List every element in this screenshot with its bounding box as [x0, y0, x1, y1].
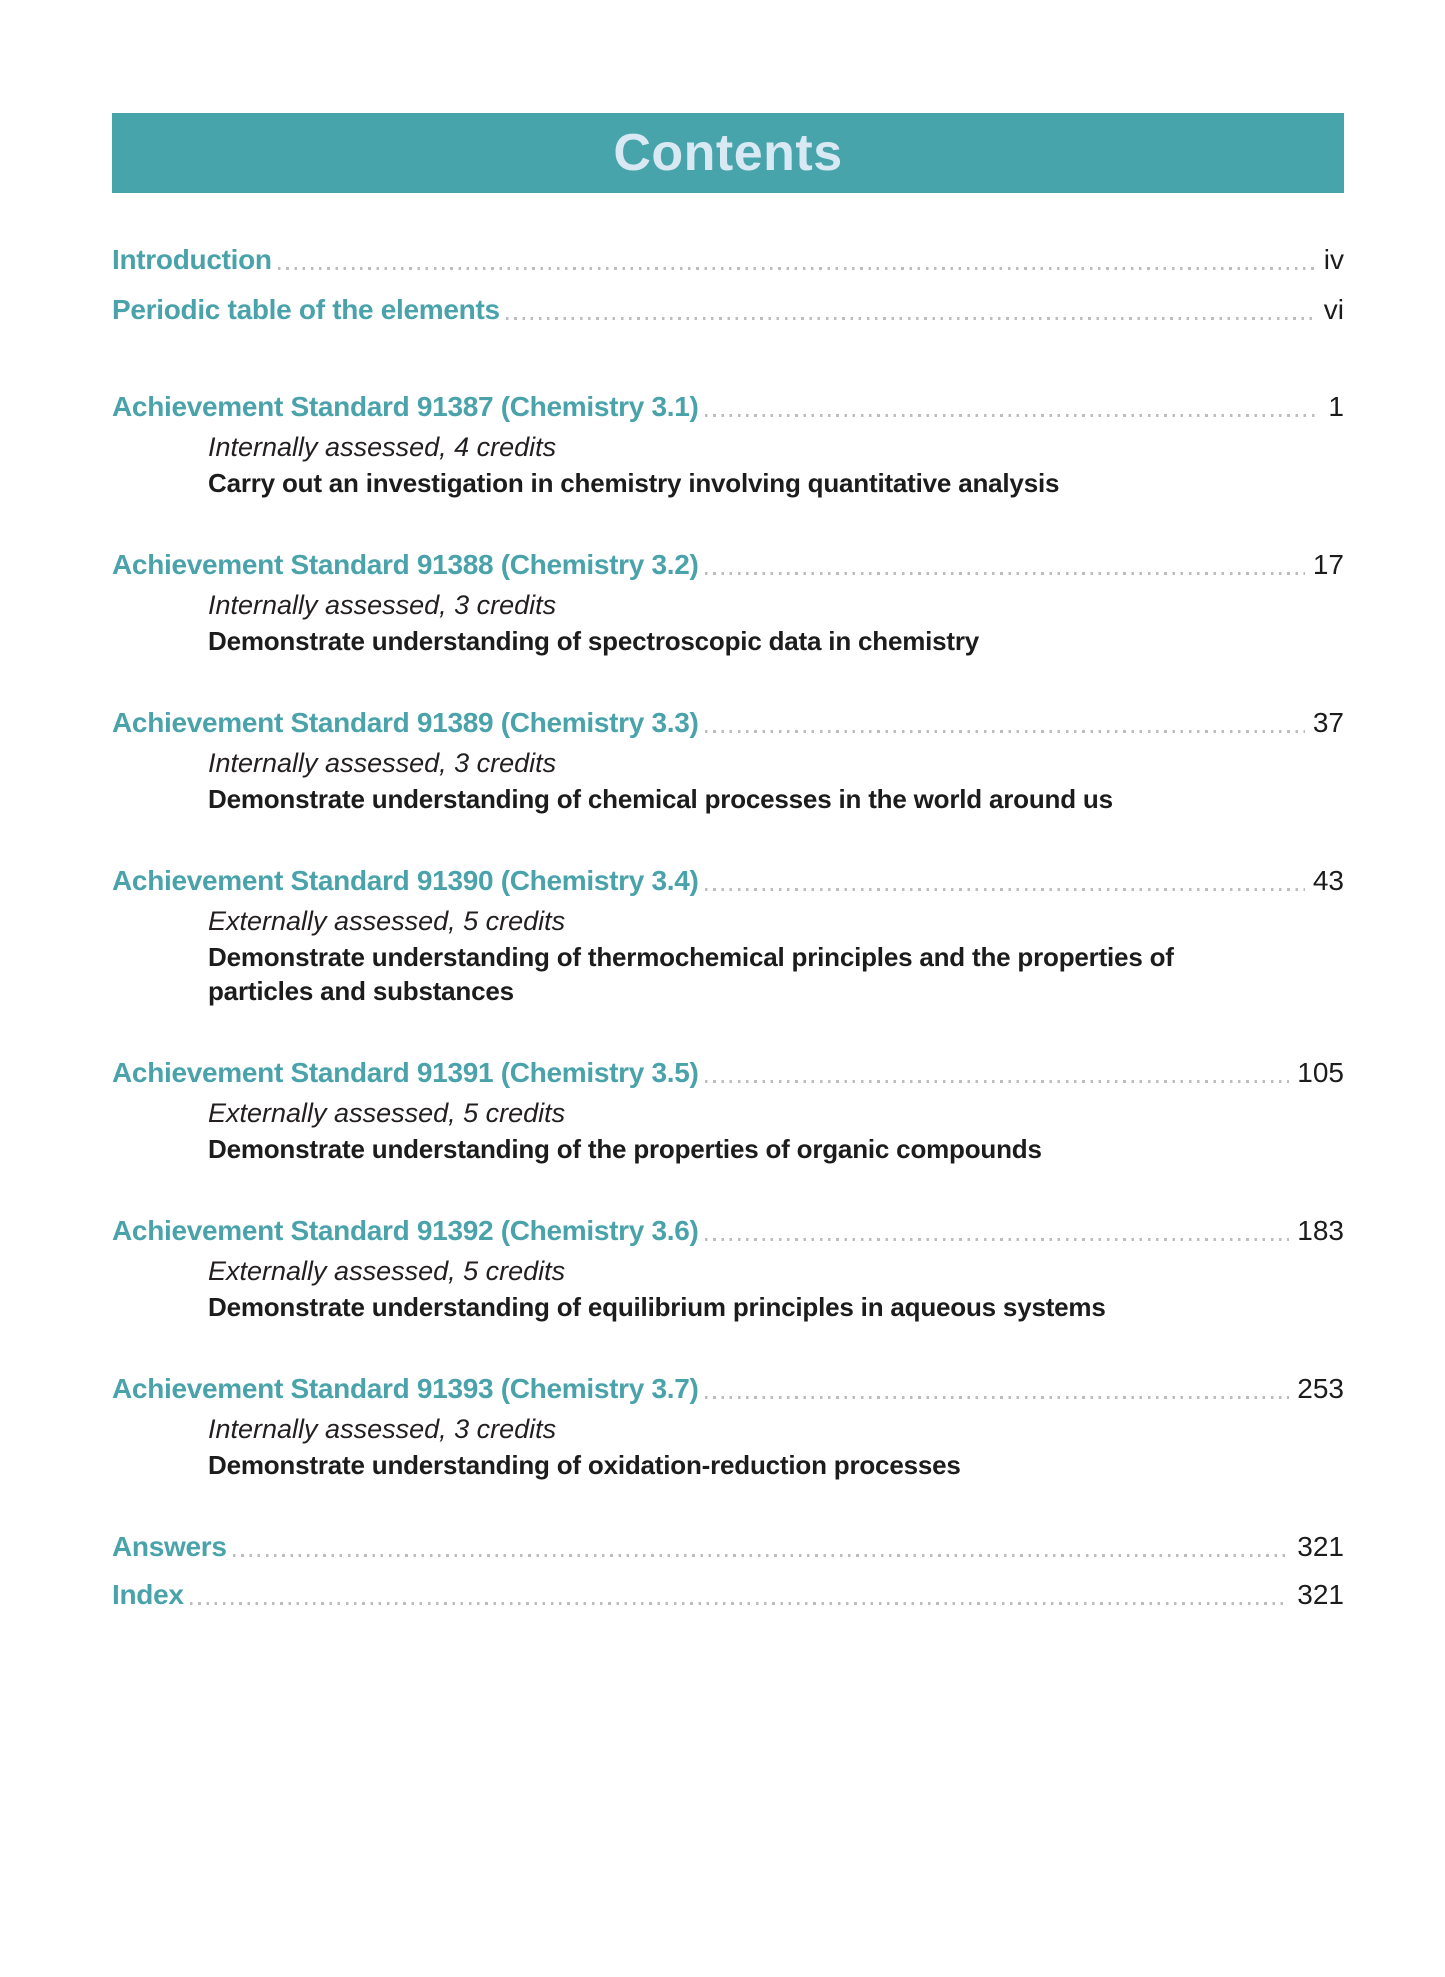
toc-label: Introduction — [112, 244, 272, 275]
toc-entry — [112, 1058, 1344, 1166]
entry-description: Carry out an investigation in chemistry involving quantitative analysis — [208, 468, 1060, 498]
toc-entry — [112, 708, 1344, 816]
page-number: 105 — [1297, 1057, 1344, 1088]
back-matter-section — [112, 1532, 1344, 1610]
entry-assessment: Internally assessed, 4 credits — [208, 432, 557, 462]
entry-description: Demonstrate understanding of oxidation-reduction processes — [208, 1450, 961, 1480]
page-number: 43 — [1312, 865, 1344, 896]
dotted-leader — [705, 1374, 1290, 1404]
toc-label: Answers — [112, 1531, 227, 1562]
dotted-leader — [705, 1216, 1290, 1246]
dotted-leader — [506, 295, 1316, 325]
toc-label: Periodic table of the elements — [112, 294, 500, 325]
toc-row-periodic-table — [112, 295, 1344, 325]
entry-title-row — [112, 392, 1344, 422]
toc-entry — [112, 1216, 1344, 1324]
toc-row-answers — [112, 1532, 1344, 1562]
entry-title: Achievement Standard 91389 (Chemistry 3.3) — [112, 707, 699, 738]
entry-title-row — [112, 708, 1344, 738]
entry-title: Achievement Standard 91391 (Chemistry 3.5) — [112, 1057, 699, 1088]
page-title: Contents — [613, 124, 843, 182]
entry-title-row — [112, 866, 1344, 896]
entry-title: Achievement Standard 91392 (Chemistry 3.6) — [112, 1215, 699, 1246]
toc-entry — [112, 392, 1344, 500]
page-number: iv — [1323, 244, 1344, 275]
entry-assessment: Externally assessed, 5 credits — [208, 1098, 566, 1128]
dotted-leader — [705, 1058, 1290, 1088]
page-number: 1 — [1328, 391, 1344, 422]
entry-assessment: Internally assessed, 3 credits — [208, 590, 557, 620]
dotted-leader — [705, 708, 1305, 738]
dotted-leader — [278, 245, 1316, 275]
entry-title: Achievement Standard 91387 (Chemistry 3.1) — [112, 391, 699, 422]
entry-description: Demonstrate understanding of thermochemical principles and the properties of particles and substances — [208, 942, 1174, 1006]
page-number: 321 — [1297, 1579, 1344, 1610]
page-number: 321 — [1297, 1531, 1344, 1562]
entry-title: Achievement Standard 91388 (Chemistry 3.2) — [112, 549, 699, 580]
page-number: 183 — [1297, 1215, 1344, 1246]
entry-assessment: Externally assessed, 5 credits — [208, 906, 566, 936]
table-of-contents — [112, 245, 1344, 1610]
dotted-leader — [705, 550, 1305, 580]
page-number: 253 — [1297, 1373, 1344, 1404]
entry-assessment: Externally assessed, 5 credits — [208, 1256, 566, 1286]
page-number: 37 — [1312, 707, 1344, 738]
toc-entry — [112, 866, 1344, 1008]
page-number: vi — [1323, 294, 1344, 325]
toc-entry — [112, 1374, 1344, 1482]
dotted-leader — [233, 1532, 1290, 1562]
achievement-standards-section — [112, 392, 1344, 1482]
entry-title-row — [112, 1216, 1344, 1246]
entry-assessment: Internally assessed, 3 credits — [208, 1414, 557, 1444]
toc-row-introduction — [112, 245, 1344, 275]
entry-title-row — [112, 550, 1344, 580]
toc-entry — [112, 550, 1344, 658]
contents-header-bar — [112, 113, 1344, 193]
page-number: 17 — [1312, 549, 1344, 580]
toc-label: Index — [112, 1579, 184, 1610]
dotted-leader — [705, 866, 1305, 896]
entry-description: Demonstrate understanding of spectroscopic data in chemistry — [208, 626, 980, 656]
entry-title-row — [112, 1058, 1344, 1088]
entry-title-row — [112, 1374, 1344, 1404]
toc-row-index — [112, 1580, 1344, 1610]
dotted-leader — [190, 1580, 1290, 1610]
front-matter-section — [112, 245, 1344, 325]
entry-title: Achievement Standard 91393 (Chemistry 3.7) — [112, 1373, 699, 1404]
entry-description: Demonstrate understanding of equilibrium principles in aqueous systems — [208, 1292, 1106, 1322]
dotted-leader — [705, 392, 1321, 422]
entry-description: Demonstrate understanding of the properties of organic compounds — [208, 1134, 1042, 1164]
entry-title: Achievement Standard 91390 (Chemistry 3.4) — [112, 865, 699, 896]
entry-description: Demonstrate understanding of chemical processes in the world around us — [208, 784, 1113, 814]
entry-assessment: Internally assessed, 3 credits — [208, 748, 557, 778]
